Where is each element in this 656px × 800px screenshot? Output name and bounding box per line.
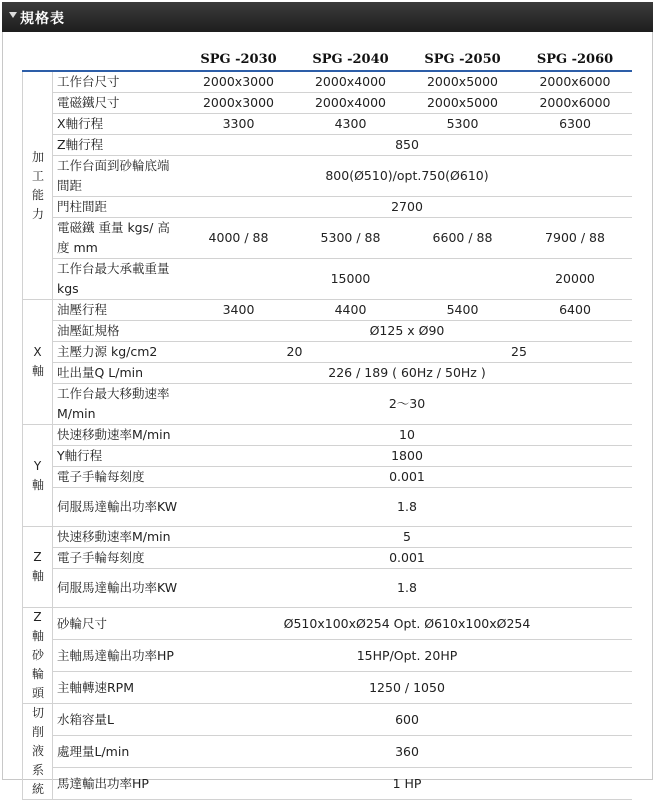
table-row [23, 156, 632, 197]
row-label: 門柱間距 [53, 197, 183, 218]
row-label: 馬達輸出功率HP [53, 768, 183, 800]
row-label: Z軸行程 [53, 135, 183, 156]
row-label: 工作台最大承載重量kgs [53, 259, 183, 300]
table-row [23, 321, 632, 342]
table-row [23, 768, 632, 800]
table-row [23, 640, 632, 672]
row-label: 處理量L/min [53, 736, 183, 768]
row-label: X軸行程 [53, 114, 183, 135]
cell-value: 226 / 189 ( 60Hz / 50Hz ) [183, 363, 632, 384]
cell-value: 20000 [519, 259, 632, 300]
table-row [23, 384, 632, 425]
cell-value: 4000 / 88 [183, 218, 295, 259]
cell-value: 5 [183, 527, 632, 548]
cell-value: 2000x4000 [295, 71, 407, 93]
row-label: 油壓行程 [53, 300, 183, 321]
cell-value: 7900 / 88 [519, 218, 632, 259]
row-label: 工作台尺寸 [53, 71, 183, 93]
panel-title: 規格表 [20, 11, 65, 27]
cell-value: 5400 [407, 300, 519, 321]
cell-value: 1800 [183, 446, 632, 467]
table-row [23, 446, 632, 467]
table-row [23, 218, 632, 259]
cell-value: 2000x3000 [183, 93, 295, 114]
cell-value: 1.8 [183, 488, 632, 527]
table-row [23, 527, 632, 548]
cell-value: 2000x6000 [519, 71, 632, 93]
table-row [23, 197, 632, 218]
row-label: 工作台面到砂輪底端間距 [53, 156, 183, 197]
cell-value: 2700 [183, 197, 632, 218]
cell-value: 3400 [183, 300, 295, 321]
panel-header[interactable] [2, 2, 653, 32]
table-row [23, 608, 632, 640]
row-label: 電磁鐵尺寸 [53, 93, 183, 114]
row-label: 電磁鐵 重量 kgs/ 高度 mm [53, 218, 183, 259]
table-row [23, 704, 632, 736]
row-label: 快速移動速率M/min [53, 425, 183, 446]
table-row [23, 363, 632, 384]
cell-value: 2000x6000 [519, 93, 632, 114]
cell-value: Ø510x100xØ254 Opt. Ø610x100xØ254 [183, 608, 632, 640]
cell-value: 0.001 [183, 548, 632, 569]
model-header: SPG -2030 [183, 48, 295, 71]
table-row [23, 71, 632, 93]
cell-value: 6300 [519, 114, 632, 135]
cell-value: 2000x5000 [407, 93, 519, 114]
cell-value: 6400 [519, 300, 632, 321]
table-row [23, 342, 632, 363]
cell-value: 2～30 [183, 384, 632, 425]
cell-value: 4400 [295, 300, 407, 321]
section-label: 加工能力 [23, 71, 53, 300]
model-header: SPG -2050 [407, 48, 519, 71]
collapse-triangle-icon[interactable] [9, 12, 17, 18]
row-label: 電子手輪每刻度 [53, 548, 183, 569]
row-label: 水箱容量L [53, 704, 183, 736]
table-row [23, 736, 632, 768]
cell-value: 6600 / 88 [407, 218, 519, 259]
section-label: Z軸 [23, 527, 53, 608]
row-label: 電子手輪每刻度 [53, 467, 183, 488]
row-label: 工作台最大移動速率M/min [53, 384, 183, 425]
model-header: SPG -2040 [295, 48, 407, 71]
cell-value: 2000x4000 [295, 93, 407, 114]
cell-value: 10 [183, 425, 632, 446]
cell-value: 15HP/Opt. 20HP [183, 640, 632, 672]
cell-value: 600 [183, 704, 632, 736]
cell-value: 15000 [183, 259, 519, 300]
row-label: 伺服馬達輸出功率KW [53, 488, 183, 527]
cell-value: 1250 / 1050 [183, 672, 632, 704]
row-label: 主軸轉速RPM [53, 672, 183, 704]
cell-value: 1 HP [183, 768, 632, 800]
cell-value: 0.001 [183, 467, 632, 488]
cell-value: 800(Ø510)/opt.750(Ø610) [183, 156, 632, 197]
cell-value: Ø125 x Ø90 [183, 321, 632, 342]
table-row [23, 93, 632, 114]
row-label: 砂輪尺寸 [53, 608, 183, 640]
section-label: Z軸砂輪頭 [23, 608, 53, 704]
cell-value: 3300 [183, 114, 295, 135]
table-row [23, 425, 632, 446]
spec-table [22, 48, 632, 800]
cell-value: 2000x3000 [183, 71, 295, 93]
row-label: 油壓缸規格 [53, 321, 183, 342]
cell-value: 850 [183, 135, 632, 156]
cell-value: 20 [183, 342, 407, 363]
row-label: 主壓力源 kg/cm2 [53, 342, 183, 363]
section-label: 切削液系統 [23, 704, 53, 800]
cell-value: 5300 [407, 114, 519, 135]
row-label: 吐出量Q L/min [53, 363, 183, 384]
row-label: 主軸馬達輸出功率HP [53, 640, 183, 672]
table-row [23, 548, 632, 569]
table-row [23, 488, 632, 527]
table-row [23, 467, 632, 488]
row-label: Y軸行程 [53, 446, 183, 467]
table-row [23, 259, 632, 300]
cell-value: 4300 [295, 114, 407, 135]
table-row [23, 569, 632, 608]
cell-value: 360 [183, 736, 632, 768]
header-row [23, 48, 632, 71]
cell-value: 1.8 [183, 569, 632, 608]
table-row [23, 114, 632, 135]
cell-value: 2000x5000 [407, 71, 519, 93]
cell-value: 25 [407, 342, 632, 363]
table-row [23, 672, 632, 704]
row-label: 快速移動速率M/min [53, 527, 183, 548]
section-label: Y軸 [23, 425, 53, 527]
cell-value: 5300 / 88 [295, 218, 407, 259]
model-header: SPG -2060 [519, 48, 632, 71]
table-row [23, 135, 632, 156]
section-label: X軸 [23, 300, 53, 425]
row-label: 伺服馬達輸出功率KW [53, 569, 183, 608]
table-row [23, 300, 632, 321]
